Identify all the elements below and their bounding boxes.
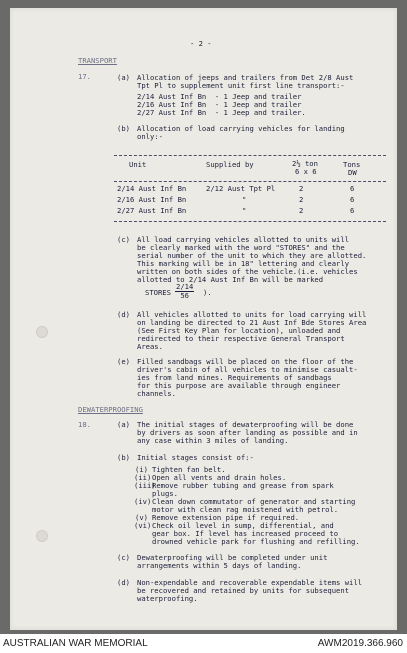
stores-fraction-numerator: 2/14: [176, 282, 194, 291]
stores-fraction-denominator: 56: [180, 290, 189, 300]
page-number: - 2 -: [190, 39, 212, 48]
transport-e-line: driver's cabin of all vehicles to minimise casualt-: [137, 365, 358, 374]
table-rule-header: [114, 181, 386, 182]
cell-supplied: 2/12 Aust Tpt Pl: [206, 184, 276, 193]
cell-ton: 2: [299, 195, 304, 204]
transport-d-line: Areas.: [137, 342, 163, 351]
dewater-d-line: Non-expendable and recoverable expendable items will: [137, 578, 363, 587]
dewater-a-line: by drivers as soon after landing as possible and in: [137, 428, 358, 437]
step-number: (vi): [134, 521, 152, 530]
section-heading-dewaterproofing: DEWATERPROOFING: [78, 405, 143, 414]
stores-marking: STORES: [145, 288, 171, 297]
step-text: drowned vehicle park for flushing and refilling.: [152, 537, 360, 546]
document-page: [10, 8, 397, 630]
transport-b-line: only:-: [137, 132, 163, 141]
section-heading-transport: TRANSPORT: [78, 56, 117, 65]
dewater-a-line: The initial stages of dewaterproofing will be done: [137, 420, 354, 429]
dewater-b-intro: Initial stages consist of:-: [137, 453, 254, 462]
dewater-c-line: arrangements within 5 days of landing.: [137, 561, 302, 570]
dewater-d-line: waterproofing.: [137, 594, 198, 603]
cell-unit: 2/27 Aust Inf Bn: [117, 206, 187, 215]
transport-e-line: ies from land mines. Requirements of sandbags: [137, 373, 332, 382]
transport-e-line: for this purpose are available through engineer: [137, 381, 341, 390]
para-number-17: 17.: [78, 72, 91, 81]
table-header-supplied: Supplied by: [206, 160, 254, 169]
allocation-item: 2/27 Aust Inf Bn - 1 Jeep and trailer.: [137, 108, 306, 117]
transport-d-line: redirected to their respective General Transport: [137, 334, 345, 343]
transport-c-line: be clearly marked with the word "STORES" and the: [137, 243, 345, 252]
step-number: (i): [135, 465, 148, 474]
transport-c-line: All load carrying vehicles allotted to units will: [137, 235, 350, 244]
table-header-unit: Unit: [129, 160, 147, 169]
step-text: Remove extension pipe if required.: [152, 513, 300, 522]
transport-d-line: (See First Key Plan for location), unloaded and: [137, 326, 341, 335]
item-label-a: (a): [117, 73, 130, 82]
step-text: Clean down commutator of generator and starting: [152, 497, 356, 506]
step-text: plugs.: [152, 489, 178, 498]
allocation-item: 2/16 Aust Inf Bn - 1 Jeep and trailer: [137, 100, 302, 109]
transport-d-line: All vehicles allotted to units for load carrying will: [137, 310, 367, 319]
dewater-c-line: Dewaterproofing will be completed under unit: [137, 553, 328, 562]
item-label-c: (c): [117, 235, 130, 244]
transport-d-line: on landing be directed to 21 Aust Inf Bde Stores Area: [137, 318, 367, 327]
item-label-c: (c): [117, 553, 130, 562]
allocation-item: 2/14 Aust Inf Bn - 1 Jeep and trailer: [137, 92, 302, 101]
item-label-b: (b): [117, 453, 130, 462]
footer-institution: AUSTRALIAN WAR MEMORIAL: [3, 638, 148, 649]
item-label-d: (d): [117, 310, 130, 319]
transport-c-line: serial number of the unit to which they are allotted.: [137, 251, 367, 260]
table-header-dw: DW: [348, 168, 357, 177]
step-text: motor with clean rag moistened with petrol.: [152, 505, 339, 514]
table-rule-top: [114, 155, 386, 156]
step-number: (iv): [134, 497, 152, 506]
item-label-a: (a): [117, 420, 130, 429]
cell-unit: 2/14 Aust Inf Bn: [117, 184, 187, 193]
item-label-e: (e): [117, 357, 130, 366]
stores-fraction: [175, 283, 194, 299]
transport-a-line: Allocation of jeeps and trailers from Det 2/8 Aust: [137, 73, 354, 82]
dewater-d-line: be recovered and retained by units for subsequent: [137, 586, 350, 595]
cell-ton: 2: [299, 206, 304, 215]
table-rule-bottom: [114, 221, 386, 222]
step-text: Tighten fan belt.: [152, 465, 226, 474]
step-text: Check oil level in sump, differential, and: [152, 521, 334, 530]
step-number: (v): [135, 513, 148, 522]
transport-e-line: Filled sandbags will be placed on the floor of the: [137, 357, 354, 366]
table-header-ton: 2½ ton: [292, 159, 318, 168]
document-text: [10, 8, 397, 630]
step-number: (iii): [134, 481, 156, 490]
step-text: gear box. If level has increased proceed to: [152, 529, 339, 538]
cell-unit: 2/16 Aust Inf Bn: [117, 195, 187, 204]
step-text: Open all vents and drain holes.: [152, 473, 287, 482]
cell-dw: 6: [350, 206, 355, 215]
step-number: (ii): [134, 473, 152, 482]
stores-closing: ).: [203, 288, 212, 297]
transport-c-line: allotted to 2/14 Aust Inf Bn will be marked: [137, 275, 324, 284]
transport-c-line: written on both sides of the vehicle.(i.e. vehicles: [137, 267, 358, 276]
cell-dw: 6: [350, 184, 355, 193]
cell-ton: 2: [299, 184, 304, 193]
footer-accession-number: AWM2019.366.960: [317, 638, 403, 649]
transport-a-line: Tpt Pl to supplement unit first line transport:-: [137, 81, 345, 90]
dewater-a-line: any case within 3 miles of landing.: [137, 436, 289, 445]
cell-dw: 6: [350, 195, 355, 204]
table-header-ton-size: 6 x 6: [295, 167, 317, 176]
item-label-b: (b): [117, 124, 130, 133]
table-header-tons: Tons: [343, 160, 361, 169]
cell-supplied: ": [242, 195, 247, 204]
transport-c-line: This marking will be in 18" lettering and clearly: [137, 259, 350, 268]
archive-footer: [0, 634, 407, 653]
step-text: Remove rubber tubing and grease from spark: [152, 481, 334, 490]
para-number-18: 18.: [78, 420, 91, 429]
cell-supplied: ": [242, 206, 247, 215]
transport-b-line: Allocation of load carrying vehicles for landing: [137, 124, 345, 133]
transport-e-line: channels.: [137, 389, 176, 398]
item-label-d: (d): [117, 578, 130, 587]
